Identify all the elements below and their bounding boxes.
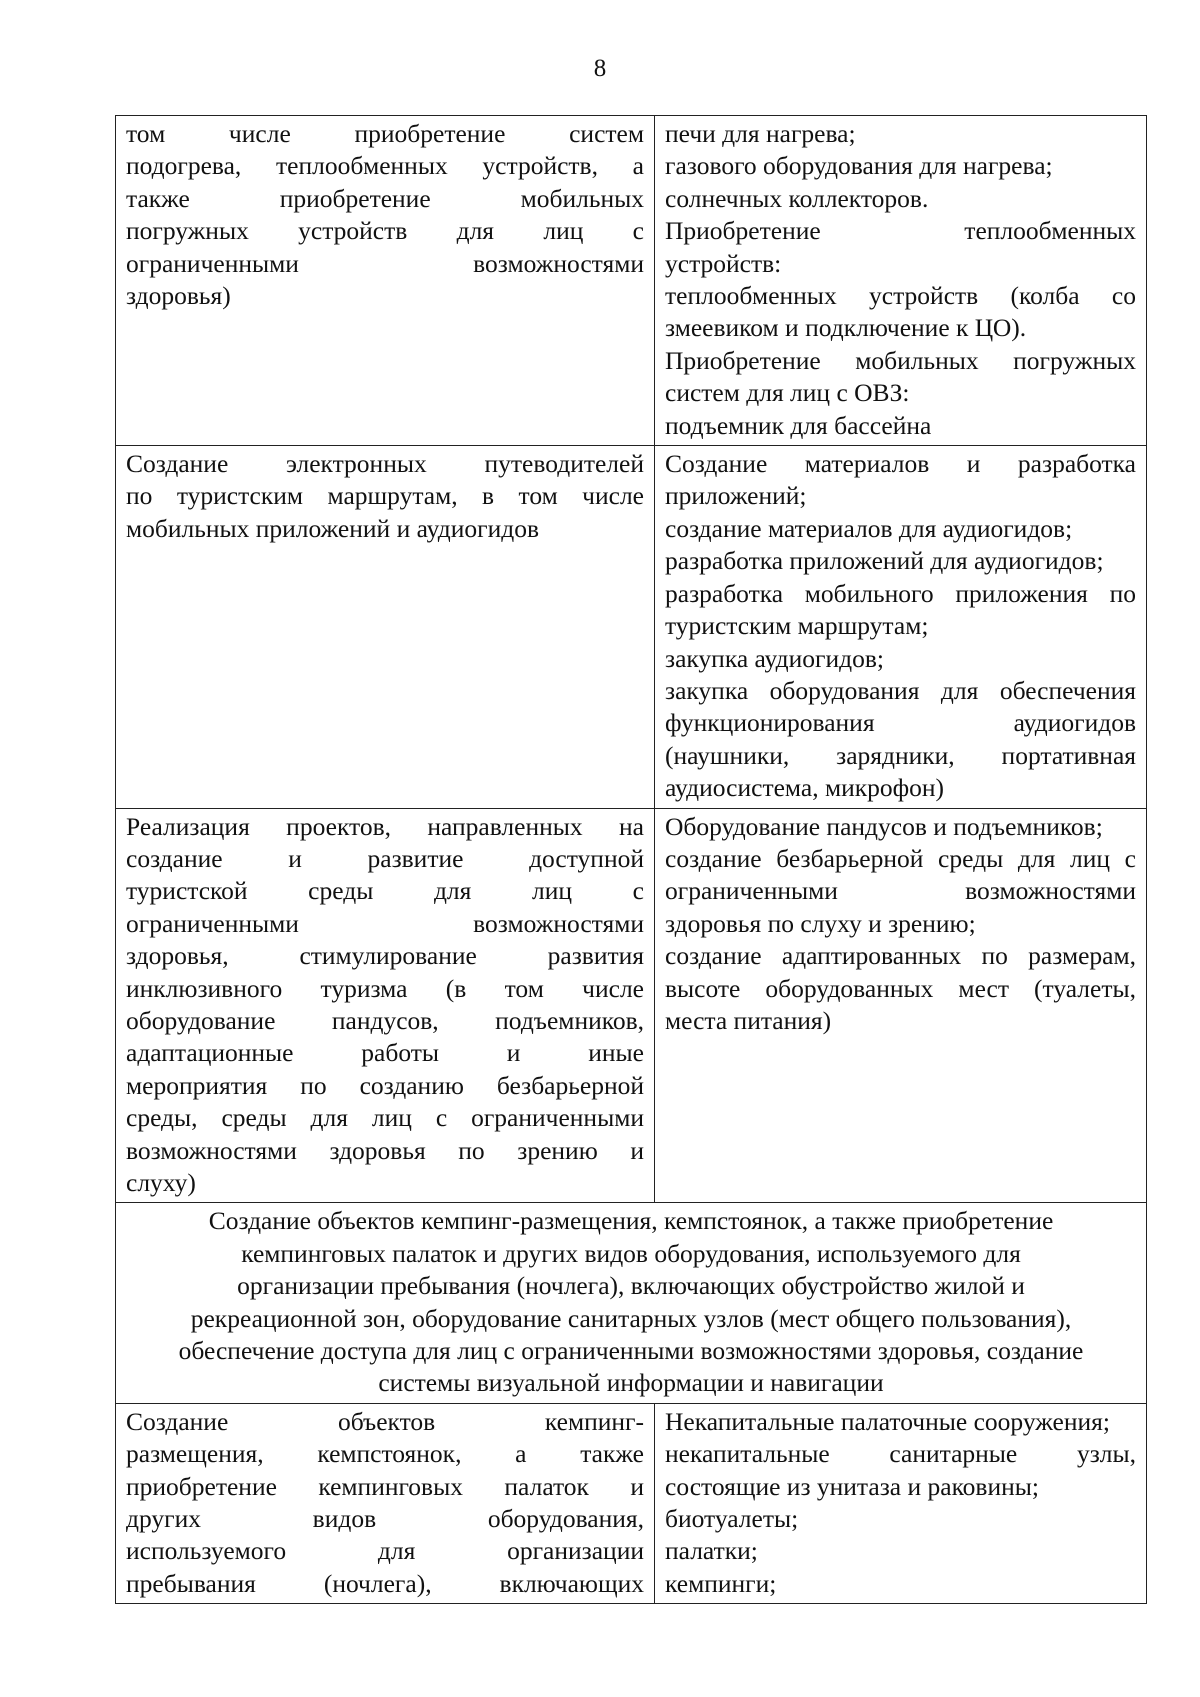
cell-line: туристским маршрутам; (665, 611, 929, 641)
cell-line: создание и развитие доступной (126, 843, 644, 873)
cell-line: также приобретение мобильных (126, 183, 644, 213)
section-heading-line: кемпинговых палаток и других видов оборудования, используемого для (241, 1238, 1021, 1268)
section-heading (116, 1203, 1147, 1403)
cell-line: том числе приобретение систем (126, 119, 644, 148)
cell-line: (наушники, зарядники, портативная (665, 740, 1136, 770)
cell-line: здоровья по слуху и зрению; (665, 908, 976, 938)
cell-line: высоте оборудованных мест (туалеты, (665, 973, 1136, 1003)
cell-line: аудиосистема, микрофон) (665, 773, 945, 803)
section-heading-line: обеспечение доступа для лиц с ограниченными возможностями здоровья, создание (178, 1336, 1084, 1366)
measures-table (115, 115, 1147, 1604)
cell-line: мероприятия по созданию безбарьерной (126, 1070, 644, 1100)
cell-line: ограниченными возможностями (665, 876, 1136, 906)
section-heading-line: Создание объектов кемпинг-размещения, кемпстоянок, а также приобретение (208, 1206, 1054, 1236)
cell-line: подогрева, теплообменных устройств, а (126, 151, 644, 181)
cell-line: газового оборудования для нагрева; (665, 151, 1053, 181)
table-cell-measure (116, 808, 655, 1203)
table-cell-measure (116, 446, 655, 808)
cell-line: Реализация проектов, направленных на (126, 811, 644, 841)
cell-line: здоровья) (126, 281, 231, 311)
cell-line: оборудование пандусов, подъемников, (126, 1005, 644, 1035)
cell-line: мобильных приложений и аудиогидов (126, 513, 539, 543)
cell-line: палатки; (665, 1536, 758, 1566)
cell-line: функционирования аудиогидов (665, 708, 1136, 738)
cell-line: среды, среды для лиц с ограниченными (126, 1103, 644, 1133)
cell-line: кемпинги; (665, 1568, 777, 1598)
cell-line: состоящие из унитаза и раковины; (665, 1471, 1039, 1501)
table-cell-expenses (655, 116, 1147, 446)
cell-line: Оборудование пандусов и подъемников; (665, 811, 1103, 841)
section-heading-row (116, 1203, 1147, 1403)
cell-line: создание материалов для аудиогидов; (665, 513, 1073, 543)
cell-line: инклюзивного туризма (в том числе (126, 973, 644, 1003)
table-cell-expenses (655, 808, 1147, 1203)
cell-line: устройств: (665, 248, 782, 278)
cell-line: погружных устройств для лиц с (126, 216, 644, 246)
cell-line: по туристским маршрутам, в том числе (126, 481, 644, 511)
section-heading-line: рекреационной зон, оборудование санитарных узлов (мест общего пользования), (190, 1303, 1072, 1333)
cell-line: других видов оборудования, (126, 1504, 644, 1534)
cell-line: Создание объектов кемпинг- (126, 1406, 644, 1436)
table-row (116, 1403, 1147, 1603)
cell-line: теплообменных устройств (колба со (665, 281, 1136, 311)
cell-line: возможностями здоровья по зрению и (126, 1135, 644, 1165)
cell-line: закупка оборудования для обеспечения (665, 675, 1136, 705)
cell-line: места питания) (665, 1005, 832, 1035)
cell-line: ограниченными возможностями (126, 908, 644, 938)
cell-line: разработка приложений для аудиогидов; (665, 546, 1104, 576)
cell-line: биотуалеты; (665, 1504, 799, 1534)
cell-line: создание адаптированных по размерам, (665, 941, 1136, 971)
cell-line: приобретение кемпинговых палаток и (126, 1471, 644, 1501)
cell-line: подъемник для бассейна (665, 410, 932, 440)
table-row (116, 808, 1147, 1203)
cell-line: змеевиком и подключение к ЦО). (665, 313, 1027, 343)
cell-line: приложений; (665, 481, 807, 511)
table-cell-expenses (655, 446, 1147, 808)
cell-line: используемого для организации (126, 1536, 644, 1566)
cell-line: Создание электронных путеводителей (126, 449, 644, 479)
table-row (116, 116, 1147, 446)
cell-line: Приобретение теплообменных (665, 216, 1136, 246)
cell-line: слуху) (126, 1168, 196, 1197)
cell-line: печи для нагрева; (665, 119, 856, 148)
page-number: 8 (593, 55, 607, 82)
cell-line: создание безбарьерной среды для лиц с (665, 843, 1136, 873)
cell-line: солнечных коллекторов. (665, 183, 929, 213)
table-row (116, 446, 1147, 808)
cell-line: здоровья, стимулирование развития (126, 941, 644, 971)
cell-line: систем для лиц с ОВЗ: (665, 378, 910, 408)
table-cell-measure (116, 116, 655, 446)
cell-line: ограниченными возможностями (126, 248, 644, 278)
cell-line: Приобретение мобильных погружных (665, 345, 1136, 375)
cell-line: Некапитальные палаточные сооружения; (665, 1406, 1110, 1436)
cell-line: Создание материалов и разработка (665, 449, 1136, 479)
cell-line: закупка аудиогидов; (665, 643, 885, 673)
table-cell-measure (116, 1403, 655, 1603)
cell-line: некапитальные санитарные узлы, (665, 1439, 1136, 1469)
cell-line: размещения, кемпстоянок, а также (126, 1439, 644, 1469)
section-heading-line: системы визуальной информации и навигации (378, 1368, 884, 1398)
cell-line: разработка мобильного приложения по (665, 578, 1136, 608)
cell-line: пребывания (ночлега), включающих (126, 1568, 644, 1598)
cell-line: адаптационные работы и иные (126, 1038, 644, 1068)
cell-line: туристской среды для лиц с (126, 876, 644, 906)
section-heading-line: организации пребывания (ночлега), включающих обустройство жилой и (237, 1271, 1025, 1301)
table-cell-expenses (655, 1403, 1147, 1603)
